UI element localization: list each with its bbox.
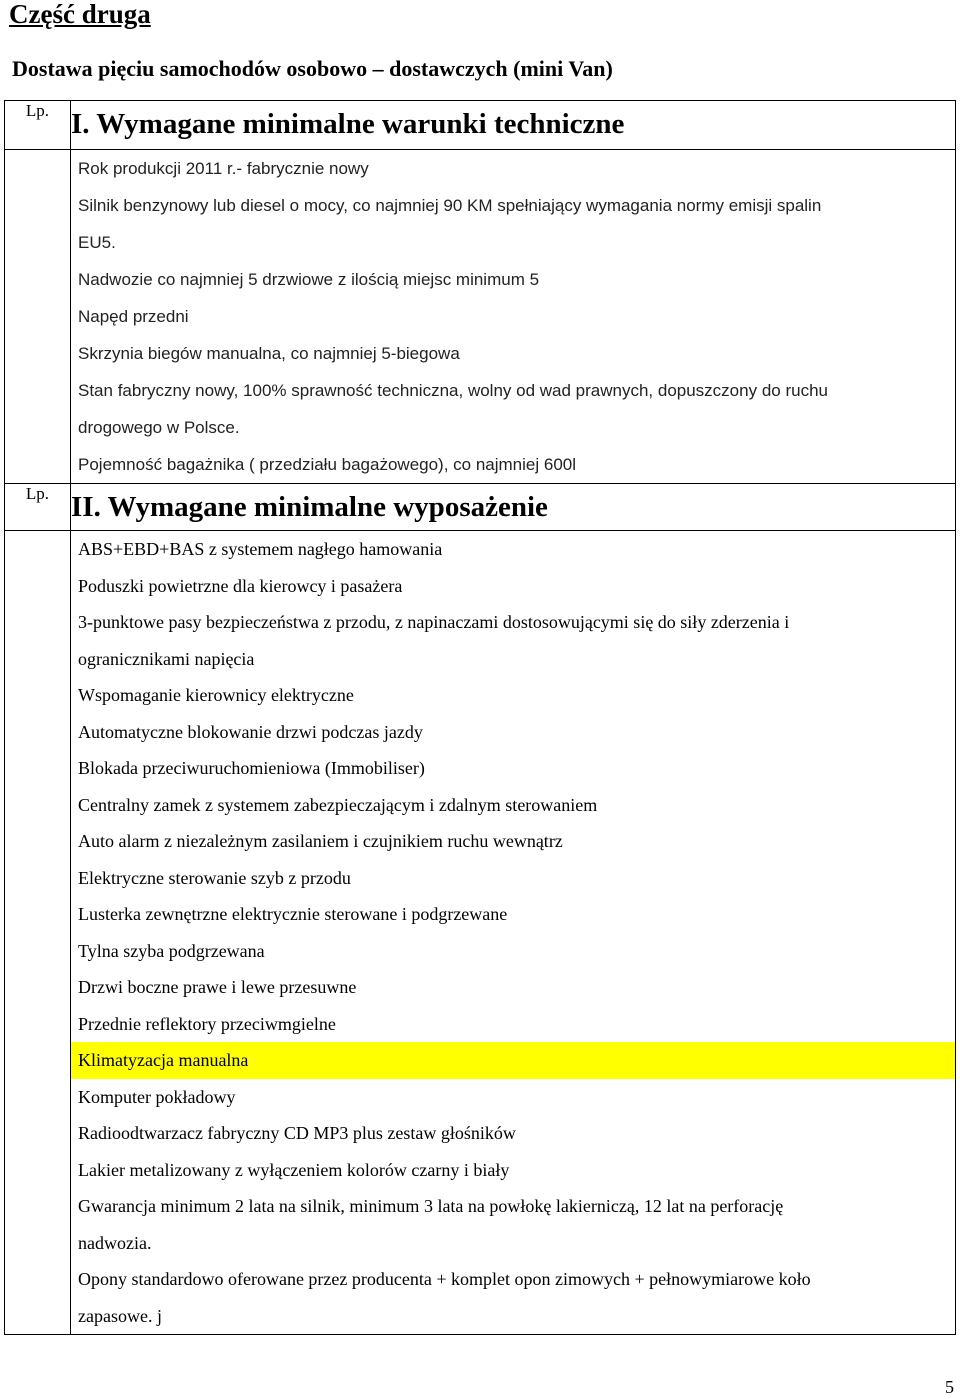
list-item: Elektryczne sterowanie szyb z przodu bbox=[78, 867, 351, 888]
page-number: 5 bbox=[945, 1377, 954, 1397]
list-item: Wspomaganie kierownicy elektryczne bbox=[78, 685, 354, 705]
list-item: nadwozia. bbox=[78, 1232, 152, 1253]
list-item: EU5. bbox=[78, 233, 116, 252]
list-item: Pojemność bagażnika ( przedziału bagażowego), co najmniej 600l bbox=[78, 455, 577, 474]
section-2-header-row bbox=[5, 484, 956, 531]
highlighted-list-item: Klimatyzacja manualna bbox=[71, 1042, 955, 1079]
list-item: Tylna szyba podgrzewana bbox=[78, 940, 265, 961]
list-item: Gwarancja minimum 2 lata na silnik, minimum 3 lata na powłokę lakierniczą, 12 lat na perforację bbox=[78, 1196, 784, 1216]
list-item: Komputer pokładowy bbox=[78, 1086, 236, 1107]
list-item: ABS+EBD+BAS z systemem nagłego hamowania bbox=[78, 539, 443, 559]
section-1-items-row bbox=[5, 150, 956, 484]
list-item: Auto alarm z niezależnym zasilaniem i czujnikiem ruchu wewnątrz bbox=[78, 831, 563, 851]
list-item: Stan fabryczny nowy, 100% sprawność techniczna, wolny od wad prawnych, dopuszczony do ruchu bbox=[78, 381, 828, 400]
list-item: ogranicznikami napięcia bbox=[78, 648, 255, 669]
lp-label: Lp. bbox=[5, 484, 71, 531]
list-item: Silnik benzynowy lub diesel o mocy, co najmniej 90 KM spełniający wymagania normy emisji spalin bbox=[78, 196, 822, 215]
list-item: Nadwozie co najmniej 5 drzwiowe z ilością miejsc minimum 5 bbox=[78, 270, 540, 289]
document-subtitle: Dostawa pięciu samochodów osobowo – dostawczych (mini Van) bbox=[12, 56, 613, 81]
section-2-items bbox=[71, 531, 956, 1335]
list-item: Radioodtwarzacz fabryczny CD MP3 plus zestaw głośników bbox=[78, 1123, 516, 1143]
list-item: Blokada przeciwuruchomieniowa (Immobiliser) bbox=[78, 758, 425, 778]
list-item: Centralny zamek z systemem zabezpieczającym i zdalnym sterowaniem bbox=[78, 794, 598, 815]
section-2-title: II. Wymagane minimalne wyposażenie bbox=[71, 484, 956, 531]
page-heading: Część druga bbox=[9, 0, 151, 29]
section-1-items bbox=[71, 150, 956, 484]
list-item: 3-punktowe pasy bezpieczeństwa z przodu, z napinaczami dostosowującymi się do siły zderzenia i bbox=[78, 612, 790, 632]
list-item: Opony standardowo oferowane przez producenta + komplet opon zimowych + pełnowymiarowe koło bbox=[78, 1269, 811, 1289]
requirements-table bbox=[4, 100, 956, 1335]
list-item: Napęd przedni bbox=[78, 307, 189, 326]
list-item: Automatyczne blokowanie drzwi podczas jazdy bbox=[78, 721, 423, 742]
lp-label: Lp. bbox=[5, 101, 71, 150]
list-item: Przednie reflektory przeciwmgielne bbox=[78, 1013, 336, 1034]
list-item: Lakier metalizowany z wyłączeniem kolorów czarny i biały bbox=[78, 1159, 510, 1180]
section-1-title: I. Wymagane minimalne warunki techniczne bbox=[71, 101, 956, 150]
lp-empty-cell bbox=[5, 531, 71, 1335]
list-item: Lusterka zewnętrzne elektrycznie sterowane i podgrzewane bbox=[78, 904, 508, 924]
section-2-items-row bbox=[5, 531, 956, 1335]
list-item: Skrzynia biegów manualna, co najmniej 5-biegowa bbox=[78, 344, 460, 363]
section-1-header-row bbox=[5, 101, 956, 150]
list-item: Poduszki powietrzne dla kierowcy i pasażera bbox=[78, 575, 403, 596]
list-item: drogowego w Polsce. bbox=[78, 418, 240, 437]
list-item: Drzwi boczne prawe i lewe przesuwne bbox=[78, 977, 357, 997]
list-item: Rok produkcji 2011 r.- fabrycznie nowy bbox=[78, 159, 369, 178]
list-item: zapasowe. j bbox=[78, 1305, 162, 1326]
lp-empty-cell bbox=[5, 150, 71, 484]
